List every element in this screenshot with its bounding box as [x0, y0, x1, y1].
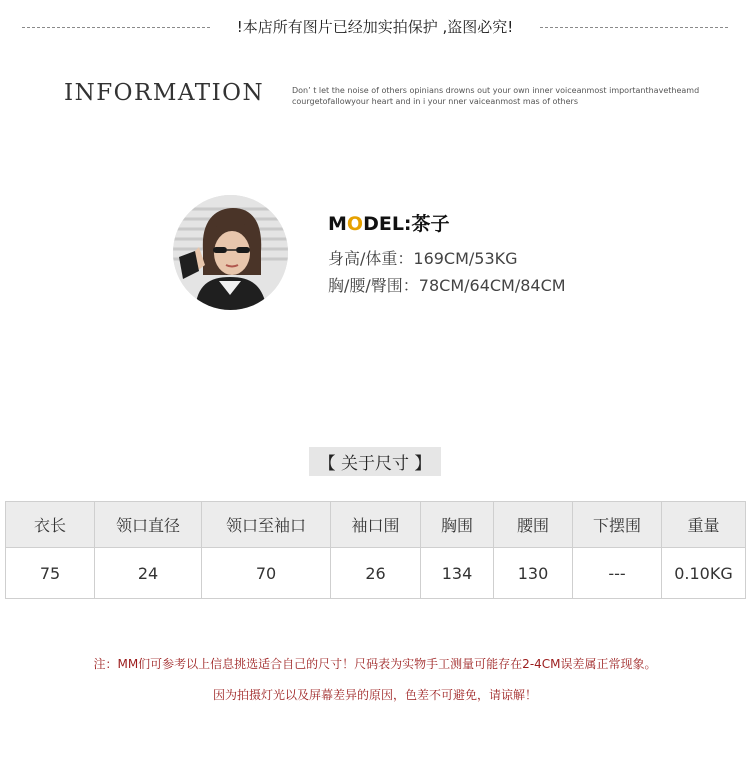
size-table: [5, 501, 746, 599]
model-name-heading: [328, 209, 450, 236]
table-header-cell: 领口直径: [95, 502, 202, 548]
table-cell: 75: [6, 548, 95, 599]
table-header-cell: 下摆围: [573, 502, 662, 548]
measurement-note: 注：MM们可参考以上信息挑选适合自己的尺寸！尺码表为实物手工测量可能存在2-4CM误差属正常现象。: [93, 657, 657, 671]
model-avatar: [173, 195, 288, 310]
table-cell: 130: [494, 548, 573, 599]
model-measurements: 胸/腰/臀围：78CM/64CM/84CM: [328, 276, 566, 295]
size-title-label: 【 关于尺寸 】: [309, 447, 442, 476]
model-label-m: M: [328, 213, 347, 235]
table-header-cell: 衣长: [6, 502, 95, 548]
table-cell: ---: [573, 548, 662, 599]
divider-right: [540, 27, 728, 28]
table-header-row: [6, 502, 746, 548]
model-height-weight: 身高/体重：169CM/53KG: [328, 249, 518, 268]
table-cell: 70: [202, 548, 331, 599]
table-cell: 0.10KG: [662, 548, 746, 599]
table-cell: 26: [331, 548, 421, 599]
table-row: [6, 548, 746, 599]
model-name: 茶子: [411, 213, 450, 235]
table-header-cell: 领口至袖口: [202, 502, 331, 548]
information-subtitle: Don’ t let the noise of others opinians drowns out your own inner voiceanmost importanthavetheamd courgetofallowyour heart and in i your nner vaiceanmost mas of others: [292, 86, 700, 106]
table-header-cell: 重量: [662, 502, 746, 548]
table-header-cell: 胸围: [421, 502, 494, 548]
notice-text: !本店所有图片已经加实拍保护 ,盗图必究!: [236, 18, 514, 36]
information-title: INFORMATION: [64, 80, 265, 106]
table-cell: 24: [95, 548, 202, 599]
model-label-rest: DEL:: [363, 213, 412, 235]
size-section-title: [0, 447, 750, 476]
copyright-notice: [0, 12, 750, 42]
table-header-cell: 袖口围: [331, 502, 421, 548]
color-difference-note: 因为拍摄灯光以及屏幕差异的原因，色差不可避免，请谅解！: [212, 688, 537, 702]
table-cell: 134: [421, 548, 494, 599]
model-photo: [173, 195, 288, 310]
model-label-o: O: [346, 213, 364, 235]
table-header-cell: 腰围: [494, 502, 573, 548]
